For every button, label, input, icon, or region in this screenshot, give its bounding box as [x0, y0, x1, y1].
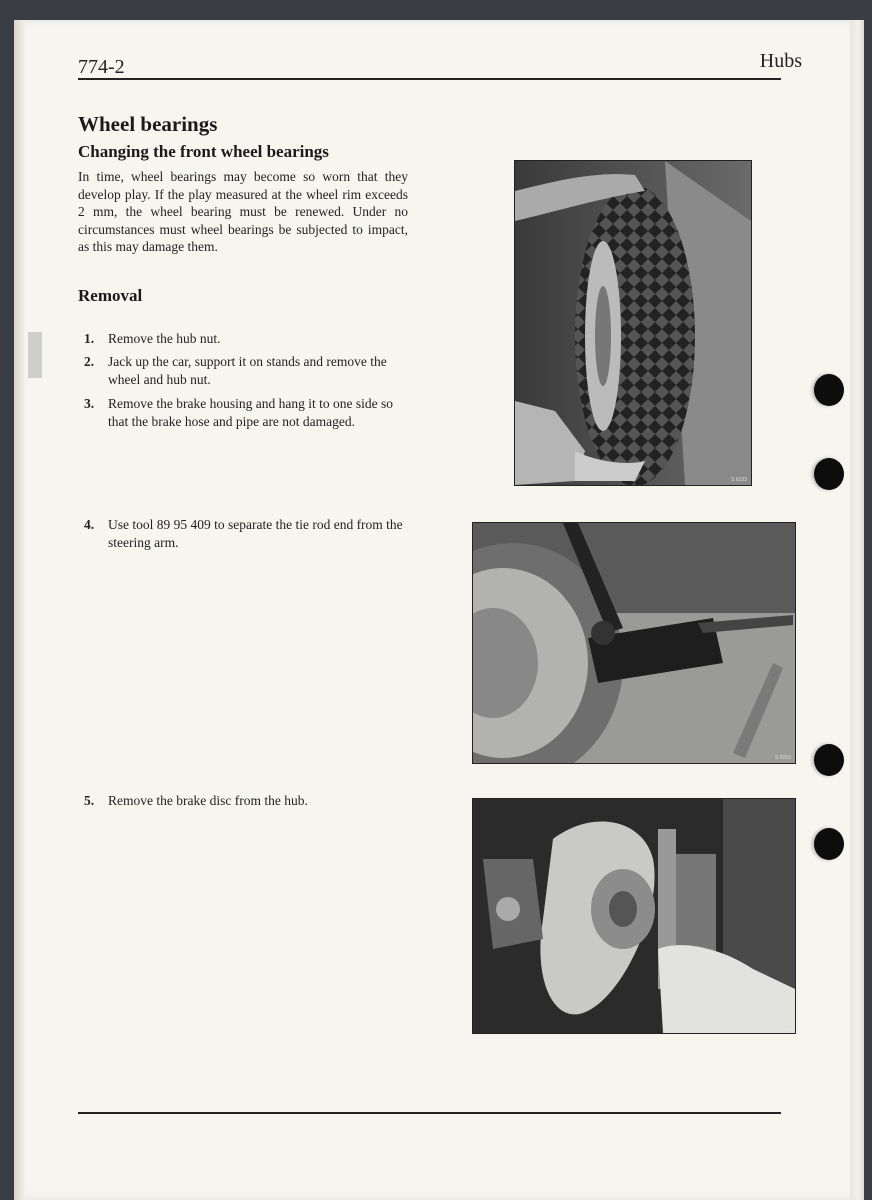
subsection-title: Changing the front wheel bearings	[78, 142, 329, 161]
section-title: Wheel bearings	[78, 112, 218, 136]
step-number: 4.	[84, 517, 95, 532]
binding-strip	[14, 20, 24, 1200]
wheel-photo-icon	[515, 161, 751, 485]
step-3	[84, 395, 410, 430]
step-5	[84, 792, 410, 810]
photo-code: S 6064	[775, 1025, 791, 1031]
header-rule	[78, 78, 781, 80]
step-text: Remove the hub nut.	[108, 331, 221, 346]
wheel-removal-photo	[514, 160, 752, 486]
brake-disc-photo	[472, 798, 796, 1034]
photo-code: S 6333	[731, 477, 747, 483]
step-number: 5.	[84, 793, 95, 808]
page-edge	[850, 20, 864, 1200]
binder-hole	[814, 374, 844, 406]
tie-rod-photo	[472, 522, 796, 764]
removal-heading: Removal	[78, 286, 143, 305]
tab-marker	[28, 332, 42, 378]
step-number: 1.	[84, 331, 95, 346]
step-text: Remove the brake disc from the hub.	[108, 793, 308, 808]
binder-hole	[814, 744, 844, 776]
binder-hole	[814, 458, 844, 490]
page-number: 774-2	[78, 56, 125, 78]
step-text: Use tool 89 95 409 to separate the tie rod end from the steering arm.	[108, 517, 403, 550]
step-number: 2.	[84, 354, 95, 369]
intro-paragraph: In time, wheel bearings may become so worn that they develop play. If the play measured at the wheel rim exceeds 2 mm, the wheel bearing must be renewed. Under no circumstances must wheel bearings be subjected to impact, as this may damage them.	[78, 169, 408, 254]
footer-rule	[78, 1112, 781, 1114]
step-1	[84, 330, 410, 348]
photo-code: S 6015	[775, 755, 791, 761]
step-2	[84, 353, 410, 388]
brake-disc-photo-icon	[473, 799, 795, 1033]
binder-hole	[814, 828, 844, 860]
chapter-title: Hubs	[759, 50, 802, 72]
step-4	[84, 516, 410, 551]
step-text: Jack up the car, support it on stands and remove the wheel and hub nut.	[108, 354, 387, 387]
tie-rod-tool-photo-icon	[473, 523, 795, 763]
step-text: Remove the brake housing and hang it to one side so that the brake hose and pipe are not damaged.	[108, 396, 393, 429]
step-number: 3.	[84, 396, 95, 411]
